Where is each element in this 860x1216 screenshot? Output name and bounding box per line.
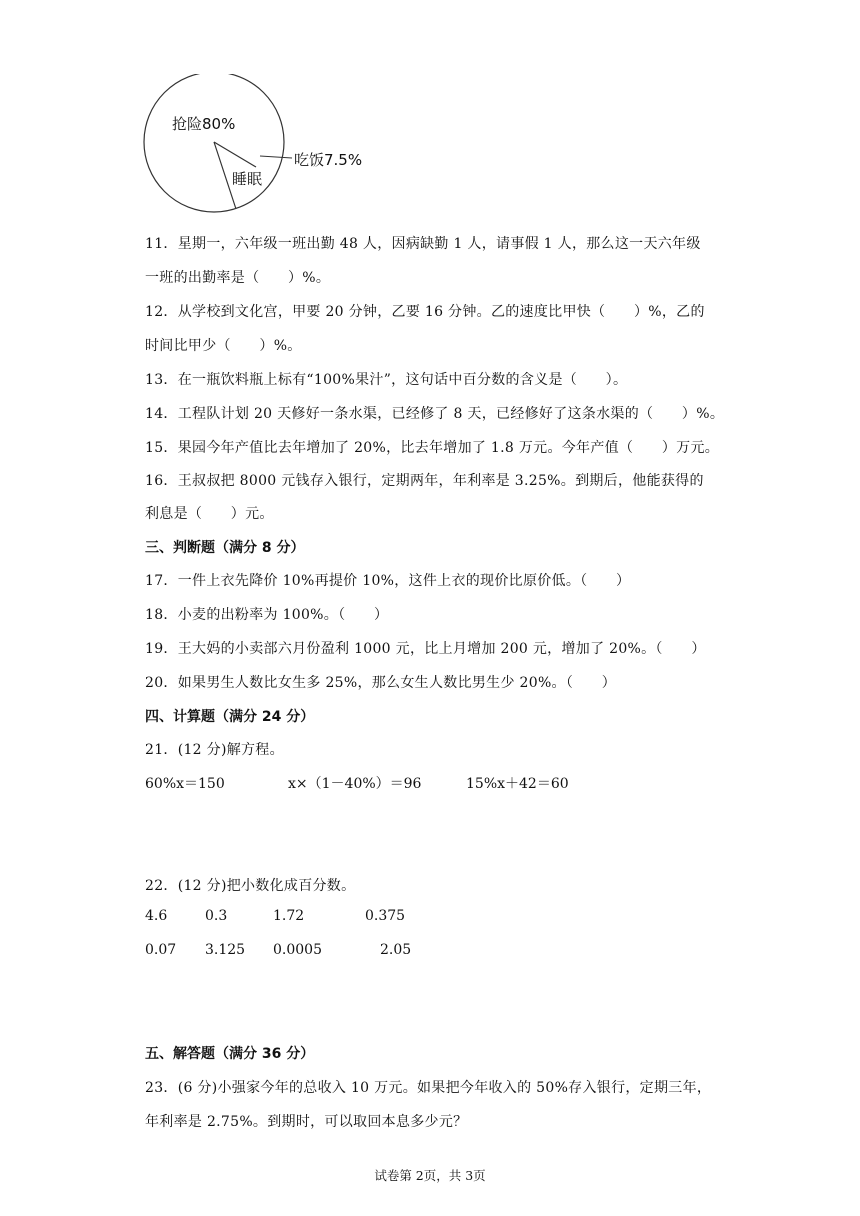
q22: 22．(12 分)把小数化成百分数。 bbox=[145, 878, 356, 894]
page-footer: 试卷第 2页，共 3页 bbox=[374, 1168, 486, 1183]
decimal-item: 0.0005 bbox=[273, 942, 322, 958]
decimal-item: 1.72 bbox=[273, 908, 305, 924]
section-3-heading: 三、判断题（满分 8 分） bbox=[145, 540, 305, 556]
q14: 14．工程队计划 20 天修好一条水渠，已经修了 8 天，已经修好了这条水渠的（ ）%。 bbox=[145, 406, 725, 422]
q21: 21．(12 分)解方程。 bbox=[145, 742, 284, 758]
q19: 19．王大妈的小卖部六月份盈利 1000 元，比上月增加 200 元，增加了 20%。（ ） bbox=[145, 641, 706, 657]
q12-line1: 12．从学校到文化宫，甲要 20 分钟，乙要 16 分钟。乙的速度比甲快（ ）%，乙的 bbox=[145, 304, 705, 320]
decimal-item: 4.6 bbox=[145, 908, 168, 924]
q13: 13．在一瓶饮料瓶上标有“100%果汁”，这句话中百分数的含义是（ ）。 bbox=[145, 372, 628, 388]
q15: 15．果园今年产值比去年增加了 20%，比去年增加了 1.8 万元。今年产值（ ）万元。 bbox=[145, 440, 720, 456]
q23-line2: 年利率是 2.75%。到期时，可以取回本息多少元？ bbox=[145, 1114, 468, 1130]
decimal-item: 0.375 bbox=[365, 908, 406, 924]
section-4-heading: 四、计算题（满分 24 分） bbox=[145, 709, 315, 725]
q16-line2: 利息是（ ）元。 bbox=[145, 506, 274, 522]
q17: 17．一件上衣先降价 10%再提价 10%，这件上衣的现价比原价低。（ ） bbox=[145, 573, 631, 589]
equation-2: x×（1－40%）＝96 bbox=[288, 776, 422, 792]
equation-3: 15%x＋42＝60 bbox=[466, 776, 569, 792]
decimal-item: 0.3 bbox=[205, 908, 228, 924]
q12-line2: 时间比甲少（ ）%。 bbox=[145, 338, 302, 354]
pie-label-rescue: 抢险80% bbox=[172, 115, 236, 133]
q23-line1: 23．(6 分)小强家今年的总收入 10 万元。如果把今年收入的 50%存入银行，定期三年， bbox=[145, 1080, 712, 1096]
decimal-item: 2.05 bbox=[380, 942, 412, 958]
pie-label-sleep: 睡眠 bbox=[232, 170, 263, 188]
pie-label-eat: 吃饭7.5% bbox=[294, 151, 363, 169]
q16-line1: 16．王叔叔把 8000 元钱存入银行，定期两年，年利率是 3.25%。到期后，他能获得的 bbox=[145, 473, 704, 489]
decimal-item: 3.125 bbox=[205, 942, 246, 958]
q11-line1: 11．星期一，六年级一班出勤 48 人，因病缺勤 1 人，请事假 1 人，那么这一天六年级 bbox=[145, 236, 701, 252]
q11-line2: 一班的出勤率是（ ）%。 bbox=[145, 270, 331, 286]
decimal-item: 0.07 bbox=[145, 942, 177, 958]
q20: 20．如果男生人数比女生多 25%，那么女生人数比男生少 20%。（ ） bbox=[145, 675, 617, 691]
q18: 18．小麦的出粉率为 100%。（ ） bbox=[145, 607, 389, 623]
equation-1: 60%x＝150 bbox=[145, 776, 225, 792]
pie-chart bbox=[140, 74, 380, 224]
section-5-heading: 五、解答题（满分 36 分） bbox=[145, 1046, 315, 1062]
